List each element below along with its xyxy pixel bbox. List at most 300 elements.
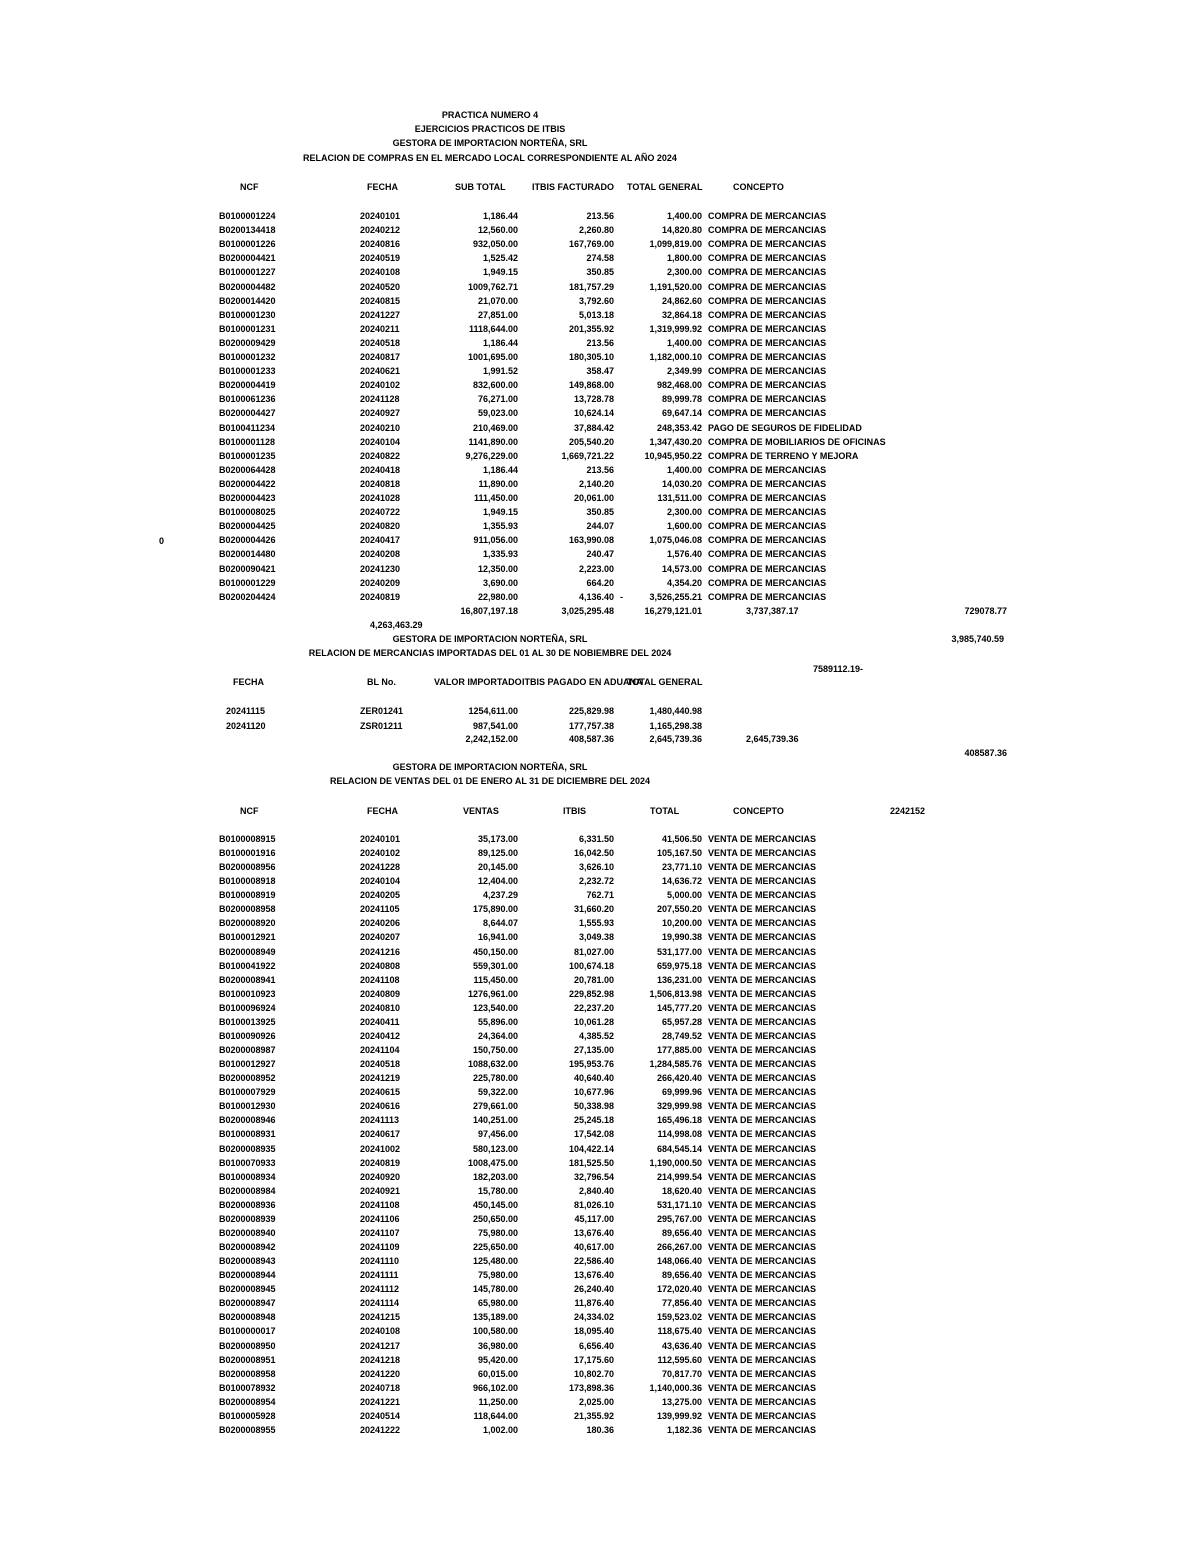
total-cell: 118,675.40	[657, 1326, 702, 1337]
bl-cell: ZSR01211	[360, 720, 403, 731]
table-row	[0, 1198, 1200, 1212]
itbis-cell: 45,117.00	[574, 1213, 614, 1224]
itbis-cell: 2,025.00	[578, 1396, 614, 1407]
table-row	[0, 1282, 1200, 1296]
table-row	[0, 1310, 1200, 1324]
subtotal-cell: 111,450.00	[473, 493, 518, 503]
table-row	[0, 1324, 1200, 1338]
table-row	[0, 1296, 1200, 1310]
fecha-cell: 20240621	[360, 366, 401, 377]
ncf-cell: B0100001230	[219, 309, 276, 320]
table-row	[0, 406, 1200, 420]
fecha-cell: 20240615	[360, 1087, 401, 1098]
itbis-cell: 213.56	[586, 211, 614, 221]
ncf-cell: B0200008951	[219, 1354, 276, 1365]
table-row	[0, 930, 1200, 944]
ncf-cell: B0200004482	[219, 281, 276, 292]
fecha-cell: 20240819	[360, 1157, 401, 1168]
total-cell: 89,656.40	[661, 1270, 702, 1281]
ventas-header-fecha: FECHA	[367, 806, 398, 816]
table-row	[0, 547, 1200, 561]
ncf-cell: B0100001226	[219, 239, 276, 250]
ncf-cell: B0100010923	[219, 988, 276, 999]
ventas-cell: 225,650.00	[472, 1242, 518, 1253]
itbis-cell: 229,852.98	[568, 988, 614, 999]
fecha-cell: 20240209	[360, 577, 401, 588]
table-row	[0, 1156, 1200, 1170]
subtotal-cell: 21,070.00	[477, 295, 518, 306]
table-row	[0, 322, 1200, 336]
table-row	[0, 1353, 1200, 1367]
fecha-cell: 20240819	[360, 591, 401, 602]
ventas-cell: 35,173.00	[477, 834, 518, 844]
itbis-cell: 274.58	[586, 253, 614, 264]
fecha-cell: 20240921	[360, 1185, 401, 1196]
table-row	[0, 280, 1200, 294]
table-row	[0, 916, 1200, 930]
ncf-cell: B0100001128	[219, 436, 276, 447]
ventas-cell: 1276,961.00	[467, 988, 518, 999]
concepto-cell: VENTA DE MERCANCIAS	[708, 1213, 817, 1224]
table-row	[0, 1113, 1200, 1127]
fecha-cell: 20241222	[360, 1424, 401, 1435]
fecha-cell: 20241104	[360, 1045, 400, 1056]
table-row	[0, 435, 1200, 449]
doc-title-compras-relation: RELACION DE COMPRAS EN EL MERCADO LOCAL CORRESPONDIENTE AL AÑO 2024	[303, 153, 677, 163]
concepto-cell: VENTA DE MERCANCIAS	[708, 1157, 817, 1168]
concepto-cell: COMPRA DE MERCANCIAS	[708, 267, 827, 278]
subtotal-cell: 210,469.00	[472, 422, 518, 433]
table-row	[0, 959, 1200, 973]
ventas-cell: 24,364.00	[477, 1030, 518, 1041]
ncf-cell: B0200004421	[219, 253, 276, 264]
table-row	[0, 888, 1200, 902]
table-row	[0, 519, 1200, 533]
itbis-cell: 20,781.00	[573, 974, 614, 985]
doc-title-practice: PRACTICA NUMERO 4	[441, 110, 539, 120]
itbis-cell: 244.07	[586, 521, 614, 532]
fecha-cell: 20240207	[360, 932, 401, 943]
ventas-cell: 966,102.00	[472, 1382, 518, 1393]
itbis-cell: 22,586.40	[573, 1256, 614, 1267]
table-row	[0, 704, 1200, 718]
fecha-cell: 20240206	[360, 918, 401, 929]
table-row	[0, 1057, 1200, 1071]
concepto-cell: COMPRA DE TERRENO Y MEJORA	[708, 450, 859, 461]
ncf-cell: B0200008950	[219, 1340, 276, 1351]
ncf-cell: B0100041922	[219, 960, 276, 971]
table-row	[0, 1240, 1200, 1254]
ventas-cell: 59,322.00	[477, 1087, 518, 1098]
fecha-cell: 20240818	[360, 478, 401, 489]
itbis-cell: 40,617.00	[573, 1242, 614, 1253]
total-cell: 136,231.00	[656, 974, 702, 985]
ventas-cell: 55,896.00	[477, 1016, 518, 1027]
itbis-cell: 350.85	[586, 507, 614, 518]
total-cell: 214,999.54	[656, 1171, 702, 1182]
itbis-cell: 2,223.00	[578, 563, 614, 574]
itbis-cell: 10,802.70	[573, 1368, 614, 1379]
concepto-cell: COMPRA DE MERCANCIAS	[708, 549, 827, 560]
total-cell: 982,468.00	[656, 380, 702, 391]
concepto-cell: VENTA DE MERCANCIAS	[708, 1129, 817, 1140]
ncf-cell: B0100001232	[219, 352, 276, 362]
ventas-cell: 450,145.00	[472, 1199, 518, 1210]
table-row	[0, 1381, 1200, 1395]
fecha-cell: 20241105	[360, 904, 400, 915]
concepto-cell: VENTA DE MERCANCIAS	[708, 1284, 817, 1295]
ventas-cell: 12,404.00	[477, 876, 518, 887]
ncf-cell: B0100001916	[219, 848, 276, 859]
table-row	[0, 987, 1200, 1001]
imp-far-right: 408587.36	[964, 748, 1007, 758]
fecha-cell: 20240411	[360, 1016, 400, 1027]
total-cell: 266,420.40	[656, 1073, 702, 1084]
concepto-cell: VENTA DE MERCANCIAS	[708, 1242, 817, 1253]
ventas-cell: 450,150.00	[472, 946, 518, 957]
fecha-cell: 20241109	[360, 1242, 400, 1253]
table-row	[0, 719, 1200, 733]
fecha-cell: 20241114	[360, 1298, 400, 1309]
subtotal-cell: 9,276,229.00	[465, 450, 518, 461]
imp-title-company: GESTORA DE IMPORTACION NORTEÑA, SRL	[392, 634, 588, 644]
concepto-cell: VENTA DE MERCANCIAS	[708, 904, 817, 915]
itbis-cell: 350.85	[586, 267, 614, 278]
itbis-cell: 22,237.20	[573, 1002, 614, 1013]
itbis-cell: 3,049.38	[578, 932, 614, 943]
itbis-cell: 10,061.28	[573, 1016, 614, 1027]
ncf-cell: B0200008941	[219, 974, 276, 985]
total-cell: 1,191,520.00	[649, 281, 702, 292]
ncf-cell: B0200008920	[219, 918, 276, 929]
fecha-cell: 20240809	[360, 988, 401, 999]
concepto-cell: COMPRA DE MERCANCIAS	[708, 295, 827, 306]
itbis-cell: 4,385.52	[578, 1030, 614, 1041]
table-row	[0, 505, 1200, 519]
total-cell: 1,800.00	[666, 253, 702, 264]
fecha-cell: 20240518	[360, 337, 401, 348]
ventas-cell: 580,123.00	[472, 1143, 518, 1154]
concepto-cell: COMPRA DE MERCANCIAS	[708, 563, 827, 574]
table-row	[0, 1184, 1200, 1198]
table-row	[0, 477, 1200, 491]
concepto-cell: COMPRA DE MERCANCIAS	[708, 521, 827, 532]
itbis-cell: 358.47	[586, 366, 614, 377]
subtotal-cell: 1,525.42	[482, 253, 518, 264]
concepto-cell: VENTA DE MERCANCIAS	[708, 1340, 817, 1351]
concepto-cell: VENTA DE MERCANCIAS	[708, 1115, 817, 1126]
ncf-cell: B0100008915	[219, 834, 276, 844]
ventas-cell: 36,980.00	[477, 1340, 518, 1351]
ncf-cell: B0200008940	[219, 1227, 276, 1238]
itbis-cell: 3,626.10	[578, 862, 614, 873]
itbis-cell: 181,757.29	[568, 281, 614, 292]
ncf-cell: B0200008956	[219, 862, 276, 873]
ncf-cell: B0100008025	[219, 507, 276, 518]
itbis-cell: 13,676.40	[573, 1227, 614, 1238]
itbis-cell: 24,334.02	[573, 1312, 614, 1323]
concepto-cell: VENTA DE MERCANCIAS	[708, 1199, 817, 1210]
fecha-cell: 20241128	[360, 394, 400, 405]
fecha-cell: 20240210	[360, 422, 401, 433]
itbis-cell: 40,640.40	[573, 1073, 614, 1084]
itbis-cell: 167,769.00	[568, 239, 614, 250]
ncf-cell: B0200008936	[219, 1199, 276, 1210]
ncf-cell: B0100001227	[219, 267, 276, 278]
itbis-cell: 16,042.50	[573, 848, 614, 859]
table-row	[0, 1015, 1200, 1029]
ncf-cell: B0200004426	[219, 535, 276, 546]
concepto-cell: COMPRA DE MERCANCIAS	[708, 281, 827, 292]
fecha-cell: 20240927	[360, 408, 401, 419]
total-cell: 329,999.98	[656, 1101, 702, 1112]
subtotal-cell: 1118,644.00	[468, 323, 518, 334]
itbis-cell: 27,135.00	[573, 1045, 614, 1056]
total-cell: 1,075,046.08	[649, 535, 702, 546]
fecha-cell: 20240518	[360, 1059, 401, 1070]
total-cell: 159,523.02	[656, 1312, 702, 1323]
itbis-cell: 205,540.20	[568, 436, 614, 447]
table-row	[0, 874, 1200, 888]
itbis-cell: 195,953.76	[568, 1059, 614, 1070]
table-row	[0, 562, 1200, 576]
table-row	[0, 294, 1200, 308]
table-row	[0, 223, 1200, 237]
fecha-cell: 20241112	[360, 1284, 400, 1295]
total-cell: 3,526,255.21	[649, 591, 702, 602]
total-cell: 1,506,813.98	[649, 988, 702, 999]
fecha-cell: 20240815	[360, 295, 401, 306]
fecha-cell: 20240417	[360, 535, 401, 546]
compras-header-fecha: FECHA	[367, 182, 398, 192]
ventas-cell: 65,980.00	[477, 1298, 518, 1309]
fecha-cell: 20241218	[360, 1354, 401, 1365]
total-cell: 172,020.40	[656, 1284, 702, 1295]
fecha-cell: 20240101	[360, 211, 401, 221]
table-row	[0, 350, 1200, 364]
total-cell: 114,998.08	[657, 1129, 702, 1140]
ncf-cell: B0200008987	[219, 1045, 276, 1056]
itbis-cell: 201,355.92	[568, 323, 614, 334]
ncf-cell: B0100001231	[219, 323, 276, 334]
concepto-cell: VENTA DE MERCANCIAS	[708, 1227, 817, 1238]
table-row	[0, 421, 1200, 435]
fecha-cell: 20241216	[360, 946, 401, 957]
total-cell: 89,999.78	[661, 394, 702, 405]
itbis-cell: 11,876.40	[574, 1298, 614, 1309]
ncf-cell: B0100008931	[219, 1129, 276, 1140]
itbis-cell: 81,026.10	[573, 1199, 614, 1210]
total-cell: 14,573.00	[661, 563, 702, 574]
fecha-cell: 20240920	[360, 1171, 401, 1182]
table-row	[0, 1071, 1200, 1085]
total-cell: 1,190,000.50	[649, 1157, 702, 1168]
ncf-cell: B0100061236	[219, 394, 276, 405]
fecha-cell: 20241215	[360, 1312, 401, 1323]
ventas-cell: 1008,475.00	[467, 1157, 518, 1168]
concepto-cell: VENTA DE MERCANCIAS	[708, 1059, 817, 1070]
ventas-cell: 1,002.00	[482, 1424, 518, 1435]
total-cell: 207,550.20	[656, 904, 702, 915]
fecha-cell: 20241221	[360, 1396, 401, 1407]
concepto-cell: VENTA DE MERCANCIAS	[708, 946, 817, 957]
total-cell: 131,511.00	[657, 493, 702, 503]
ventas-cell: 100,580.00	[472, 1326, 518, 1337]
fecha-cell: 20240212	[360, 225, 401, 236]
ventas-cell: 250,650.00	[472, 1213, 518, 1224]
ventas-cell: 135,189.00	[472, 1312, 518, 1323]
valor-cell: 1254,611.00	[468, 706, 518, 716]
imp-header-itbis: ITBIS PAGADO EN ADUANA	[522, 677, 643, 687]
total-cell: 165,496.18	[656, 1115, 702, 1126]
total-cell: 13,275.00	[661, 1396, 702, 1407]
itbis-cell: 2,140.20	[578, 478, 614, 489]
subtotal-cell: 11,890.00	[478, 478, 518, 489]
table-row	[0, 1043, 1200, 1057]
ventas-cell: 225,780.00	[472, 1073, 518, 1084]
ventas-cell: 140,251.00	[472, 1115, 518, 1126]
ventas-cell: 89,125.00	[477, 848, 518, 859]
fecha-cell: 20240104	[360, 876, 401, 887]
itbis-cell: 213.56	[586, 337, 614, 348]
table-row	[0, 1395, 1200, 1409]
total-cell: 69,999.96	[661, 1087, 702, 1098]
total-cell: 4,354.20	[666, 577, 702, 588]
total-cell: 32,864.18	[661, 309, 702, 320]
concepto-cell: VENTA DE MERCANCIAS	[708, 1171, 817, 1182]
total-cell: 266,267.00	[656, 1242, 702, 1253]
fecha-cell: 20240418	[360, 464, 401, 475]
ventas-header-concepto: CONCEPTO	[733, 806, 784, 816]
ncf-cell: B0100008918	[219, 876, 276, 887]
table-row	[0, 902, 1200, 916]
fecha-cell: 20241120	[226, 720, 266, 731]
total-cell: 14,030.20	[661, 478, 702, 489]
imp-header-total: TOTAL GENERAL	[627, 677, 703, 687]
itbis-cell: 149,868.00	[568, 380, 614, 391]
fecha-cell: 20241002	[360, 1143, 401, 1154]
ncf-cell: B0100000017	[219, 1326, 276, 1337]
ventas-cell: 75,980.00	[477, 1270, 518, 1281]
table-row	[0, 973, 1200, 987]
fecha-cell: 20240616	[360, 1101, 401, 1112]
total-cell: 5,000.00	[666, 890, 702, 901]
concepto-cell: COMPRA DE MERCANCIAS	[708, 352, 827, 362]
subtotal-cell: 1,335.93	[482, 549, 518, 560]
ventas-cell: 4,237.29	[482, 890, 518, 901]
table-row	[0, 378, 1200, 392]
ventas-header-ventas: VENTAS	[463, 806, 499, 816]
ncf-cell: B0100078932	[219, 1382, 276, 1393]
subtotal-cell: 27,851.00	[477, 309, 518, 320]
ncf-cell: B0100001235	[219, 450, 276, 461]
table-row	[0, 1142, 1200, 1156]
total-cell: 70,817.70	[661, 1368, 702, 1379]
itbis-cell: 20,061.00	[573, 493, 614, 503]
total-cell: 684,545.14	[656, 1143, 702, 1154]
concepto-cell: VENTA DE MERCANCIAS	[708, 1143, 817, 1154]
valor-cell: 987,541.00	[472, 720, 518, 731]
total-cell: 28,749.52	[661, 1030, 702, 1041]
total-cell: 1,182,000.10	[649, 352, 702, 362]
fecha-cell: 20241113	[360, 1115, 400, 1126]
total-cell: 659,975.18	[656, 960, 702, 971]
fecha-cell: 20240820	[360, 521, 401, 532]
total-cell: 69,647.14	[661, 408, 702, 419]
doc-title-exercises: EJERCICIOS PRACTICOS DE ITBIS	[414, 124, 566, 134]
ncf-cell: B0200008952	[219, 1073, 276, 1084]
ventas-title-relation: RELACION DE VENTAS DEL 01 DE ENERO AL 31 DE DICIEMBRE DEL 2024	[329, 776, 651, 786]
ncf-cell: B0200064428	[219, 464, 276, 475]
concepto-cell: VENTA DE MERCANCIAS	[708, 1256, 817, 1267]
ventas-header-ncf: NCF	[240, 806, 259, 816]
fecha-cell: 20240205	[360, 890, 401, 901]
ncf-cell: B0200004427	[219, 408, 276, 419]
itbis-cell: 25,245.18	[573, 1115, 614, 1126]
subtotal-cell: 1,355.93	[482, 521, 518, 532]
ventas-cell: 123,540.00	[472, 1002, 518, 1013]
itbis-cell: 173,898.36	[568, 1382, 614, 1393]
subtotal-cell: 832,600.00	[472, 380, 518, 391]
total-cell: 65,957.28	[661, 1016, 702, 1027]
total-cell: 1,400.00	[666, 211, 702, 221]
fecha-cell: 20241220	[360, 1368, 401, 1379]
ncf-cell: B0200204424	[219, 591, 276, 602]
ncf-cell: B0200004419	[219, 380, 276, 391]
concepto-cell: VENTA DE MERCANCIAS	[708, 1002, 817, 1013]
concepto-cell: COMPRA DE MERCANCIAS	[708, 225, 827, 236]
ncf-cell: B0200004422	[219, 478, 276, 489]
ncf-cell: B0200008943	[219, 1256, 276, 1267]
ncf-cell: B0100007929	[219, 1087, 276, 1098]
subtotal-cell: 911,056.00	[473, 535, 518, 546]
imp-mid-value: 7589112.19-	[813, 664, 864, 674]
total-cell: 1,140,000.36	[649, 1382, 702, 1393]
concepto-cell: VENTA DE MERCANCIAS	[708, 1298, 817, 1309]
ncf-cell: B0200008946	[219, 1115, 276, 1126]
total-cell: 1,099,819.00	[649, 239, 702, 250]
total-cell: 14,820.80	[661, 225, 702, 236]
fecha-cell: 20240104	[360, 436, 401, 447]
ncf-cell: B0200008958	[219, 904, 276, 915]
compras-header-itbis: ITBIS FACTURADO	[532, 182, 614, 192]
itbis-cell: 31,660.20	[573, 904, 614, 915]
concepto-cell: VENTA DE MERCANCIAS	[708, 960, 817, 971]
table-row	[0, 1423, 1200, 1437]
itbis-cell: 4,136.40	[578, 591, 614, 602]
concepto-cell: VENTA DE MERCANCIAS	[708, 876, 817, 887]
fecha-cell: 20241108	[360, 974, 400, 985]
table-row	[0, 237, 1200, 251]
concepto-cell: VENTA DE MERCANCIAS	[708, 1354, 817, 1365]
total-cell: 89,656.40	[661, 1227, 702, 1238]
concepto-cell: VENTA DE MERCANCIAS	[708, 1396, 817, 1407]
table-row	[0, 533, 1200, 547]
table-row	[0, 832, 1200, 846]
table-row	[0, 449, 1200, 463]
itbis-cell: 1,669,721.22	[561, 450, 614, 461]
table-row	[0, 1029, 1200, 1043]
ncf-cell: B0100005928	[219, 1410, 276, 1421]
bl-cell: ZER01241	[360, 706, 404, 716]
fecha-cell: 20241108	[360, 1199, 400, 1210]
ventas-cell: 279,661.00	[472, 1101, 518, 1112]
table-row	[0, 1409, 1200, 1423]
ventas-side-value: 2242152	[890, 806, 926, 816]
itbis-cell: 1,555.93	[578, 918, 614, 929]
subtotal-cell: 22,980.00	[477, 591, 518, 602]
concepto-cell: COMPRA DE MERCANCIAS	[708, 337, 827, 348]
